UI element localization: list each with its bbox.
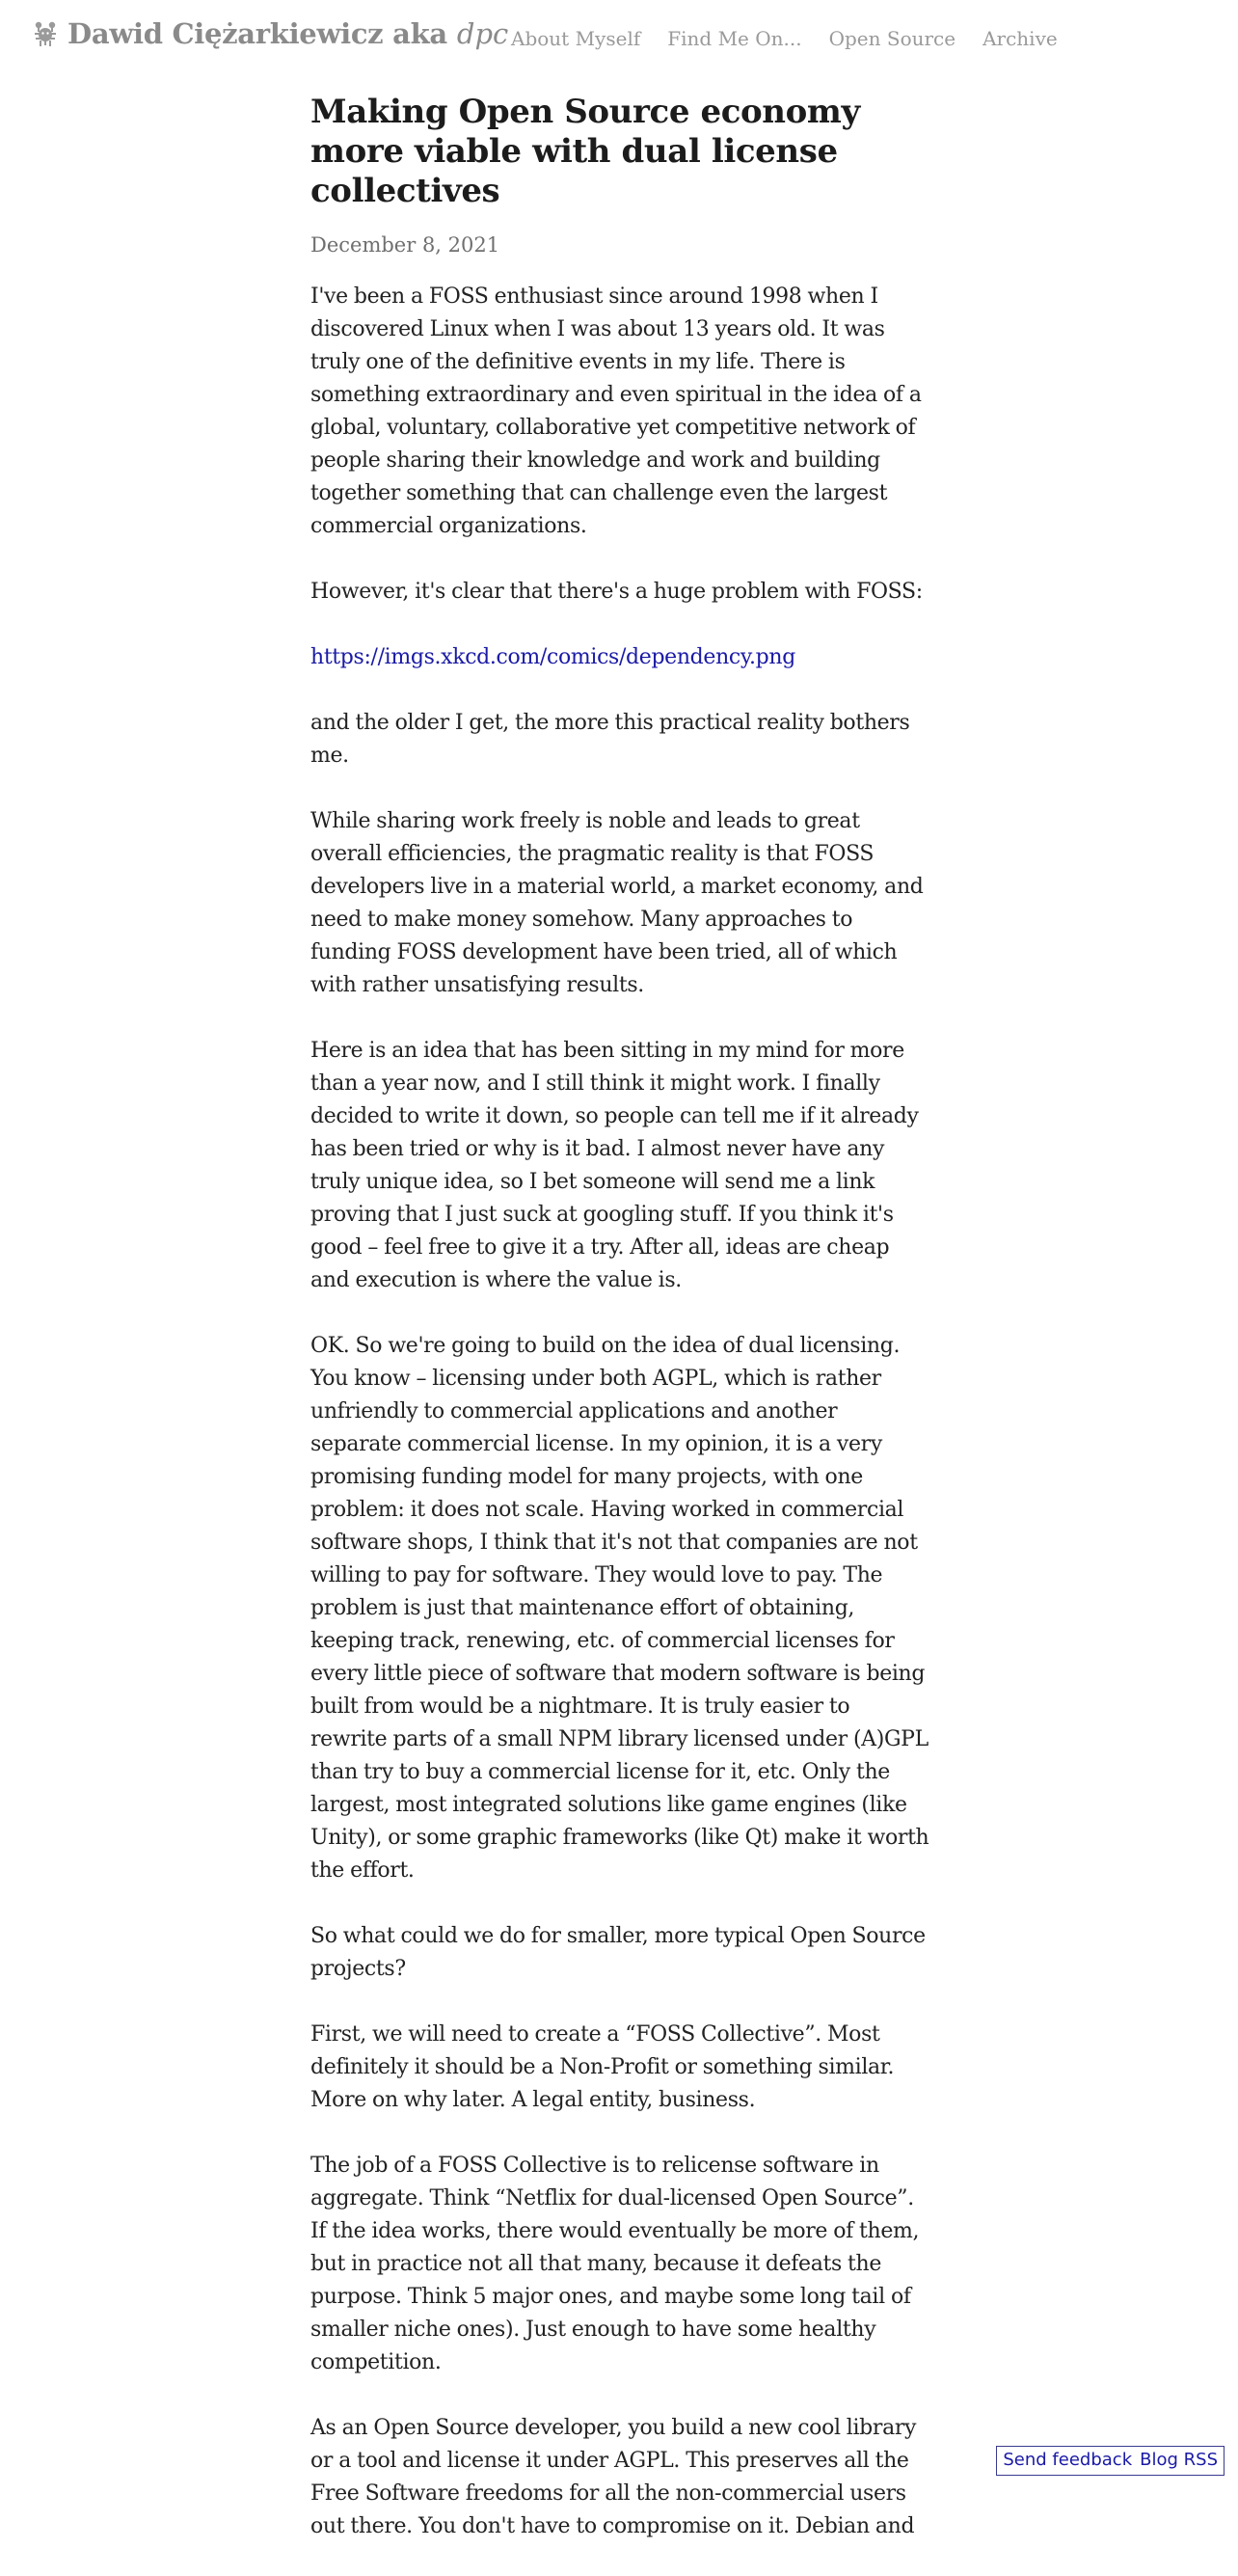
nav-item-about-myself[interactable]: About Myself: [511, 27, 641, 50]
post-paragraph: While sharing work freely is noble and leads to great overall efficiencies, the pragmatic reality is that FOSS developers live in a material world, a market economy, and need to make money somehow. Many approaches to funding FOSS development have been tried, all of which with rather unsatisfying results.: [310, 809, 924, 997]
post-paragraph: OK. So we're going to build on the idea of dual licensing. You know – licensing under both AGPL, which is rather unfriendly to commercial applications and another separate commercial license. In my opinion, it is a very promising funding model for many projects, with one problem: it does not scale. Having worked in commercial software shops, I think that it's not that companies are not willing to pay for software. They would love to pay. The problem is just that maintenance effort of obtaining, keeping track, renewing, etc. of commercial licenses for every little piece of software that modern software is being built from would be a nightmare. It is truly easier to rewrite parts of a small NPM library licensed under (A)GPL than try to buy a commercial license for it, etc. Only the largest, most integrated solutions like game engines (like Unity), or some graphic frameworks (like Qt) make it worth the effort.: [310, 1334, 929, 1883]
site-brand-link[interactable]: [33, 17, 508, 50]
post-paragraph: and the older I get, the more this practical reality bothers me.: [310, 711, 910, 768]
post-date: December 8, 2021: [310, 233, 500, 257]
post-paragraph-link: [310, 641, 929, 674]
blog-post: [310, 93, 929, 2576]
post-paragraph: First, we will need to create a “FOSS Collective”. Most definitely it should be a Non-Profit or something similar. More on why later. A legal entity, business.: [310, 2022, 895, 2112]
post-paragraph: I've been a FOSS enthusiast since around 1998 when I discovered Linux when I was about 13 years old. It was truly one of the definitive events in my life. There is something extraordinary and even spiritual in the idea of a global, voluntary, collaborative yet competitive network of people sharing their knowledge and work and building together something that can challenge even the largest commercial organizations.: [310, 285, 922, 538]
nav-item-open-source[interactable]: Open Source: [828, 27, 956, 50]
ferris-crab-icon: [33, 19, 58, 48]
site-header: [0, 0, 1238, 81]
send-feedback-link[interactable]: Send feedback: [1003, 2450, 1133, 2470]
brand-alias: dpc: [456, 17, 509, 50]
post-paragraph: However, it's clear that there's a huge problem with FOSS:: [310, 580, 923, 604]
nav-item-find-me-on[interactable]: Find Me On...: [667, 27, 802, 50]
brand-name: Dawid Ciężarkiewicz aka: [67, 17, 447, 50]
xkcd-dependency-link[interactable]: https://imgs.xkcd.com/comics/dependency.png: [310, 645, 795, 669]
post-title: Making Open Source economy more viable with dual license collectives: [310, 93, 860, 210]
post-paragraph: So what could we do for smaller, more typical Open Source projects?: [310, 1924, 926, 1981]
post-paragraph: Here is an idea that has been sitting in my mind for more than a year now, and I still think it might work. I finally decided to write it down, so people can tell me if it already has been tried or why is it bad. I almost never have any truly unique idea, so I bet someone will send me a link proving that I just suck at googling stuff. If you think it's good – feel free to give it a try. After all, ideas are cheap and execution is where the value is.: [310, 1039, 919, 1292]
post-body: [310, 281, 929, 2543]
post-paragraph: As an Open Source developer, you build a new cool library or a tool and license it under AGPL. This preserves all the Free Software freedoms for all the non-commercial users out there. You don't have to compromise on it. Debian and: [310, 2416, 917, 2538]
nav-item-archive[interactable]: Archive: [982, 27, 1058, 50]
blog-rss-link[interactable]: Blog RSS: [1140, 2450, 1218, 2470]
main-nav: [511, 27, 1085, 50]
feedback-bar: [996, 2446, 1225, 2476]
post-paragraph: The job of a FOSS Collective is to relicense software in aggregate. Think “Netflix for dual-licensed Open Source”. If the idea works, there would eventually be more of them, but in practice not all that many, because it defeats the purpose. Think 5 major ones, and maybe some long tail of smaller niche ones). Just enough to have some healthy competition.: [310, 2154, 920, 2374]
